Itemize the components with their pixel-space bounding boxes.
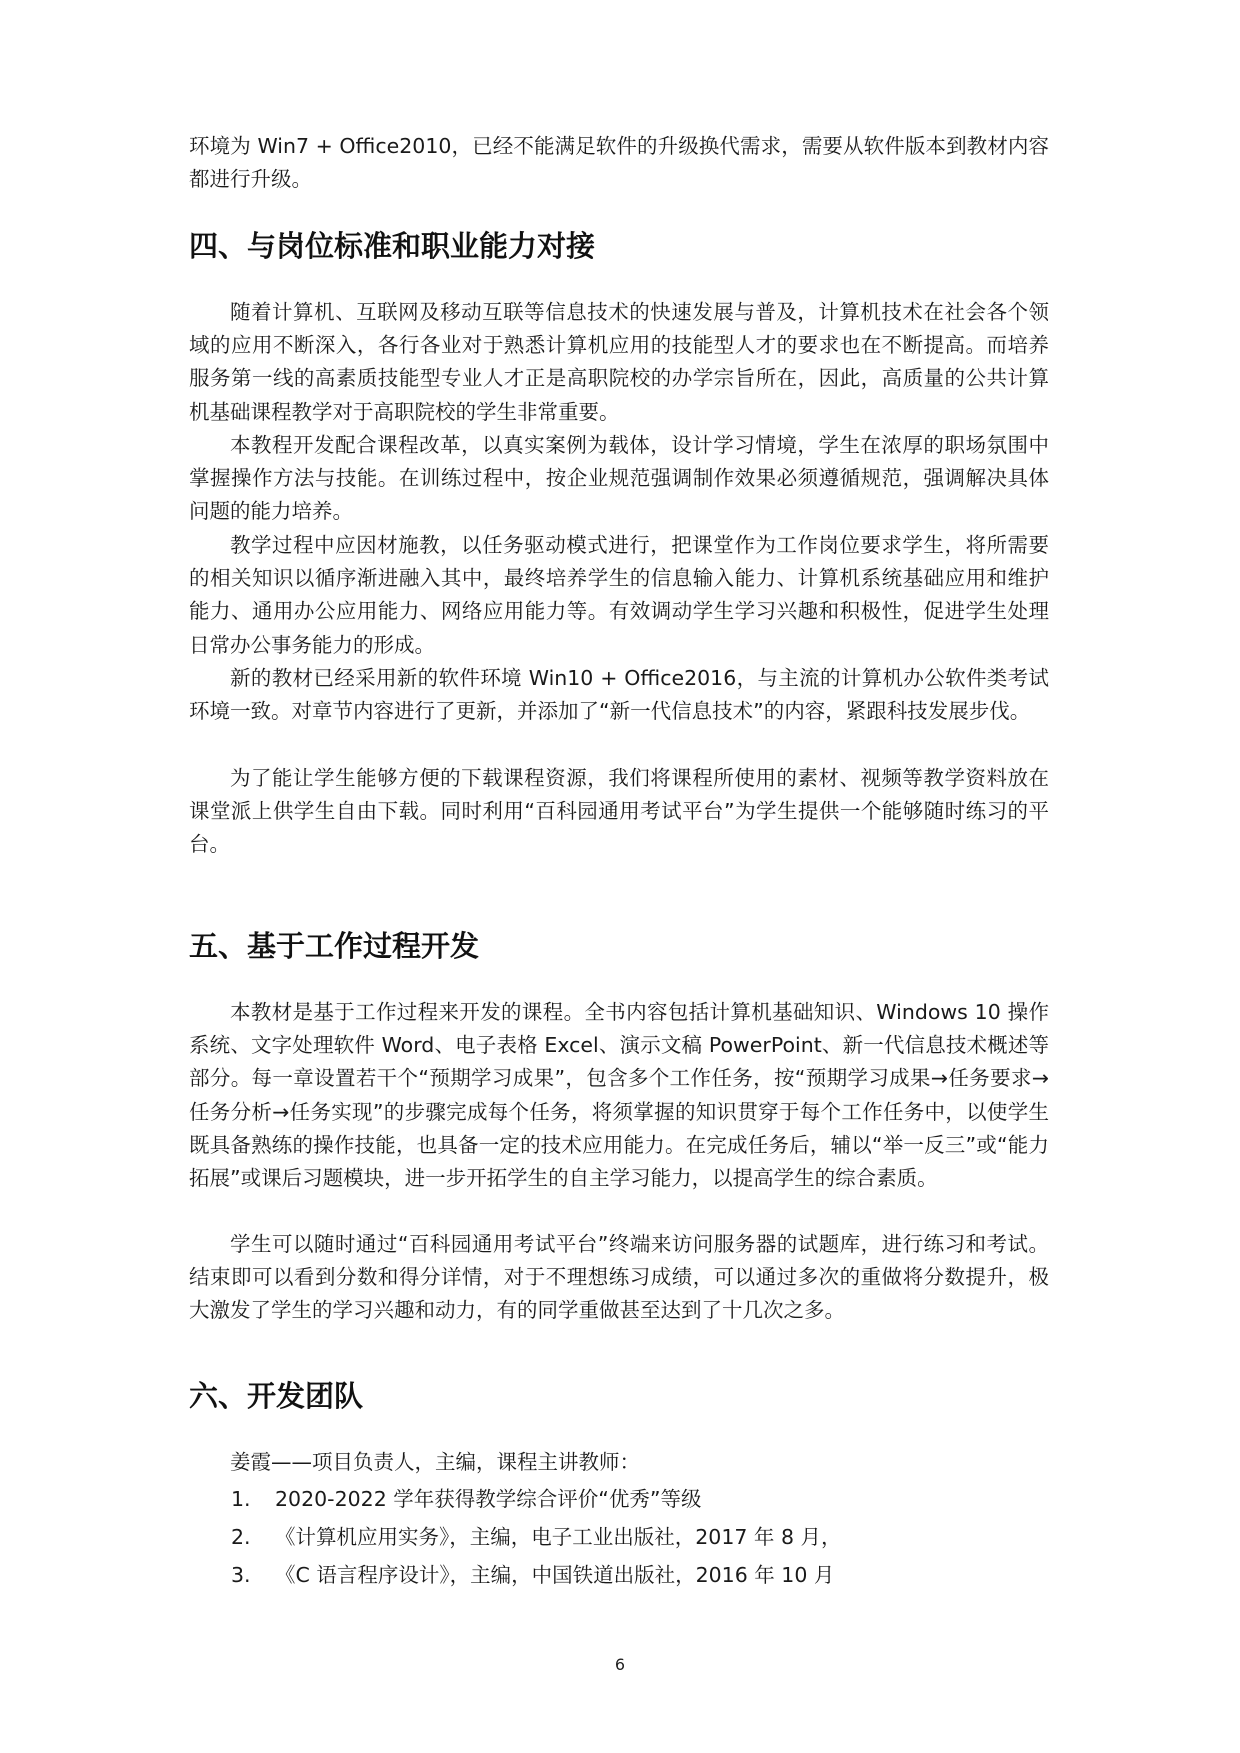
list-text: 《计算机应用实务》，主编，电子工业出版社，2017 年 8 月， bbox=[275, 1525, 842, 1549]
section-5-heading: 五、基于工作过程开发 bbox=[189, 929, 480, 963]
team-lead-line: 姜霞——项目负责人，主编，课程主讲教师： bbox=[230, 1450, 640, 1474]
section-4-heading: 四、与岗位标准和职业能力对接 bbox=[189, 229, 596, 263]
list-item bbox=[189, 1522, 1049, 1552]
section-4-paragraph-5: 为了能让学生能够方便的下载课程资源，我们将课程所使用的素材、视频等教学资料放在课堂派上供学生自由下载。同时利用“百科园通用考试平台”为学生提供一个能够随时练习的平台。 bbox=[189, 766, 1049, 857]
page-number: 6 bbox=[614, 1655, 626, 1674]
section-4-paragraph-4: 新的教材已经采用新的软件环境 Win10 + Office2016，与主流的计算机办公软件类考试环境一致。对章节内容进行了更新，并添加了“新一代信息技术”的内容，紧跟科技发展步伐。 bbox=[189, 666, 1049, 724]
section-6-heading: 六、开发团队 bbox=[189, 1379, 364, 1413]
list-number: 1. bbox=[231, 1487, 251, 1511]
intro-paragraph: 环境为 Win7 + Office2010，已经不能满足软件的升级换代需求，需要从软件版本到教材内容都进行升级。 bbox=[189, 134, 1049, 192]
list-number: 3. bbox=[231, 1563, 251, 1587]
list-item bbox=[189, 1560, 1049, 1590]
list-text: 2020-2022 学年获得教学综合评价“优秀”等级 bbox=[275, 1487, 702, 1511]
list-text: 《C 语言程序设计》，主编，中国铁道出版社，2016 年 10 月 bbox=[275, 1563, 835, 1587]
section-5-paragraph-1: 本教材是基于工作过程来开发的课程。全书内容包括计算机基础知识、Windows 10 操作系统、文字处理软件 Word、电子表格 Excel、演示文稿 PowerPoint、新一代信息技术概述等部分。每一章设置若干个“预期学习成果”，包含多个工作任务，按“预期学习成果→任务要求→任务分析→任务实现”的步骤完成每个任务，将须掌握的知识贯穿于每个工作任务中，以使学生既具备熟练的操作技能，也具备一定的技术应用能力。在完成任务后，辅以“举一反三”或“能力拓展”或课后习题模块，进一步开拓学生的自主学习能力，以提高学生的综合素质。 bbox=[189, 1000, 1049, 1191]
section-4-paragraph-1: 随着计算机、互联网及移动互联等信息技术的快速发展与普及，计算机技术在社会各个领域的应用不断深入，各行各业对于熟悉计算机应用的技能型人才的要求也在不断提高。而培养服务第一线的高素质技能型专业人才正是高职院校的办学宗旨所在，因此，高质量的公共计算机基础课程教学对于高职院校的学生非常重要。 bbox=[189, 300, 1049, 424]
section-4-paragraph-3: 教学过程中应因材施教，以任务驱动模式进行，把课堂作为工作岗位要求学生，将所需要的相关知识以循序渐进融入其中，最终培养学生的信息输入能力、计算机系统基础应用和维护能力、通用办公应用能力、网络应用能力等。有效调动学生学习兴趣和积极性，促进学生处理日常办公事务能力的形成。 bbox=[189, 533, 1049, 657]
section-4-paragraph-2: 本教程开发配合课程改革，以真实案例为载体，设计学习情境，学生在浓厚的职场氛围中掌握操作方法与技能。在训练过程中，按企业规范强调制作效果必须遵循规范，强调解决具体问题的能力培养。 bbox=[189, 433, 1049, 524]
section-5-paragraph-2: 学生可以随时通过“百科园通用考试平台”终端来访问服务器的试题库，进行练习和考试。结束即可以看到分数和得分详情，对于不理想练习成绩，可以通过多次的重做将分数提升，极大激发了学生的学习兴趣和动力，有的同学重做甚至达到了十几次之多。 bbox=[189, 1232, 1049, 1323]
list-number: 2. bbox=[231, 1525, 251, 1549]
list-item bbox=[189, 1484, 1049, 1514]
